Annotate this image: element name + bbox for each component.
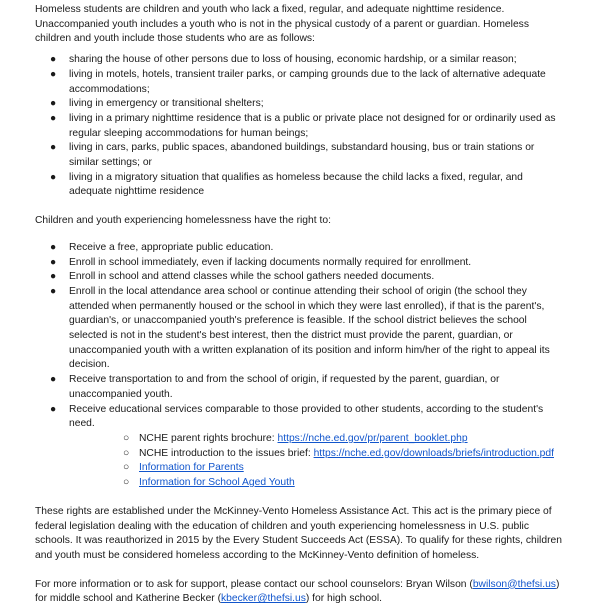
- list-item: [35, 241, 565, 256]
- list-item-text: Receive a free, appropriate public education.: [69, 241, 274, 253]
- rights-list: [35, 241, 565, 491]
- list-item-text: Receive educational services comparable to those provided to other students, according to the student's need.: [69, 403, 544, 430]
- introduction-brief-link[interactable]: https://nche.ed.gov/downloads/briefs/introduction.pdf: [313, 447, 554, 459]
- list-item: [35, 171, 565, 200]
- list-item: [35, 270, 565, 285]
- contact-paragraph: [35, 578, 565, 607]
- information-for-parents-link[interactable]: Information for Parents: [139, 462, 244, 474]
- list-item: [35, 141, 565, 170]
- kbecker-email-link[interactable]: kbecker@thefsi.us: [221, 593, 306, 605]
- intro-paragraph: Homeless students are children and youth who lack a fixed, regular, and adequate nighttime residence. Unaccompanied youth includes a youth who is not in the physical custody of a parent or guardian. Homeless children and youth include those students who are as follows:: [35, 4, 529, 45]
- circle-bullet-icon: ○: [123, 477, 130, 489]
- list-item-text: Enroll in school and attend classes while the school gathers needed documents.: [69, 271, 435, 283]
- list-item-text: Enroll in the local attendance area school or continue attending their school of origin (the school they attended when permanently housed or the school in which they were last enrolled), if that is the parent's, guardian's, or unaccompanied youth's preference is feasible. If the school district believes the school selected is not in the student's best interest, then the district must provide the parent, guardian, or unaccompanied youth with a written explanation of its position and inform him/her of the right to appeal its decision.: [69, 285, 550, 371]
- list-item: [35, 256, 565, 271]
- bullet-icon: ●: [50, 112, 57, 124]
- resource-item: [69, 432, 565, 447]
- list-item-text: sharing the house of other persons due to loss of housing, economic hardship, or a similar reason;: [69, 54, 517, 66]
- bullet-icon: ●: [50, 142, 57, 154]
- bullet-icon: ●: [50, 271, 57, 283]
- bullet-icon: ●: [50, 241, 57, 253]
- bullet-icon: ●: [50, 68, 57, 80]
- circle-bullet-icon: ○: [123, 462, 130, 474]
- resource-label: NCHE introduction to the issues brief:: [139, 447, 314, 459]
- list-item-text: living in emergency or transitional shelters;: [69, 98, 264, 110]
- bwilson-email-link[interactable]: bwilson@thefsi.us: [472, 578, 556, 590]
- list-item: [35, 97, 565, 112]
- parent-booklet-link[interactable]: https://nche.ed.gov/pr/parent_booklet.php: [277, 432, 468, 444]
- list-item-text: living in a primary nighttime residence that is a public or private place not designed for or ordinarily used as regular sleeping accommodations for human beings;: [69, 112, 556, 139]
- circle-bullet-icon: ○: [123, 432, 130, 444]
- resource-item: [69, 476, 565, 491]
- list-item-text: living in cars, parks, public spaces, abandoned buildings, substandard housing, bus or train stations or similar settings; or: [69, 142, 535, 169]
- list-item: [35, 373, 565, 402]
- list-item: [35, 53, 565, 68]
- bullet-icon: ●: [50, 256, 57, 268]
- bullet-icon: ●: [50, 98, 57, 110]
- document-page: [35, 0, 565, 607]
- rights-heading: Children and youth experiencing homelessness have the right to:: [35, 215, 331, 227]
- list-item: [35, 285, 565, 373]
- information-for-youth-link[interactable]: Information for School Aged Youth: [139, 477, 295, 489]
- resource-item: [69, 461, 565, 476]
- bullet-icon: ●: [50, 403, 57, 415]
- list-item-text: living in a migratory situation that qualifies as homeless because the child lacks a fixed, regular, and adequate nighttime residence: [69, 171, 523, 198]
- list-item: [35, 403, 565, 491]
- closing-paragraph: These rights are established under the McKinney-Vento Homeless Assistance Act. This act is the primary piece of federal legislation dealing with the education of children and youth experiencing homelessness in U.S. public schools. It was reauthorized in 2015 by the Every Student Succeeds Act (ESSA). To qualify for these rights, children and youth must be considered homeless according to the McKinney-Vento definition of homeless.: [35, 505, 562, 561]
- contact-text: ) for middle school and Katherine Becker (: [35, 578, 560, 605]
- list-item-text: living in motels, hotels, transient trailer parks, or camping grounds due to the lack of alternative adequate accommodations;: [69, 68, 546, 95]
- bullet-icon: ●: [50, 171, 57, 183]
- resources-list: [69, 432, 565, 491]
- list-item-text: Receive transportation to and from the school of origin, if requested by the parent, guardian, or unaccompanied youth.: [69, 374, 500, 400]
- bullet-icon: ●: [50, 285, 57, 297]
- bullet-icon: ●: [50, 374, 57, 386]
- list-item: [35, 68, 565, 97]
- list-item-text: Enroll in school immediately, even if lacking documents normally required for enrollment.: [69, 256, 472, 268]
- bullet-icon: ●: [50, 54, 57, 66]
- circle-bullet-icon: ○: [123, 447, 130, 459]
- resource-label: NCHE parent rights brochure:: [139, 432, 278, 444]
- criteria-list: [35, 53, 565, 200]
- contact-text: ) for high school.: [305, 593, 382, 605]
- resource-item: [69, 447, 565, 462]
- contact-text: For more information or to ask for support, please contact our school counselors: Bryan Wilson (: [35, 578, 473, 590]
- list-item: [35, 112, 565, 141]
